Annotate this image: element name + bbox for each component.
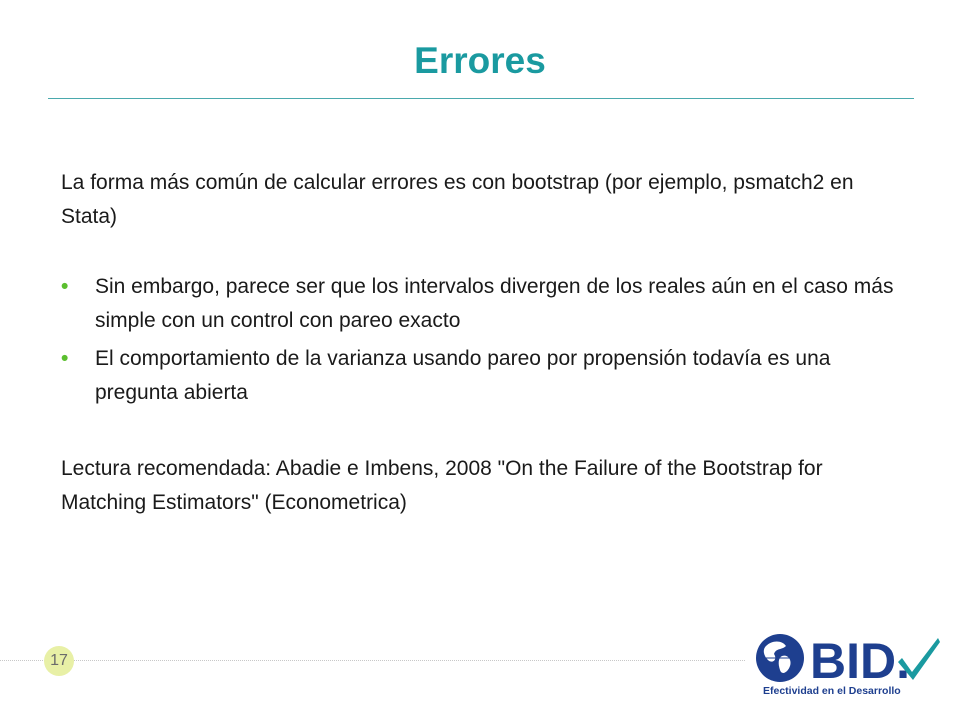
intro-paragraph: La forma más común de calcular errores es con bootstrap (por ejemplo, psmatch2 en Stata): [61, 171, 854, 228]
page-number-badge: 17: [44, 646, 74, 676]
bid-logo: [752, 630, 942, 702]
bullet-icon: •: [61, 347, 69, 370]
bullet-list: [61, 270, 901, 414]
bid-logo-graphic: [752, 630, 942, 686]
footer-divider: [0, 660, 745, 661]
bullet-text: El comportamiento de la varianza usando pareo por propensión todavía es una pregunta abierta: [95, 347, 831, 404]
logo-wordmark: BID.: [810, 633, 910, 686]
globe-icon: [756, 634, 804, 682]
reading-paragraph: Lectura recomendada: Abadie e Imbens, 2008 "On the Failure of the Bootstrap for Matching Estimators" (Econometrica): [61, 457, 823, 514]
bullet-item: [61, 342, 901, 410]
slide-title: Errores: [414, 40, 546, 81]
bullet-icon: •: [61, 275, 69, 298]
bullet-item: [61, 270, 901, 338]
bullet-text: Sin embargo, parece ser que los intervalos divergen de los reales aún en el caso más simple con un control con pareo exacto: [95, 275, 894, 332]
title-divider: [48, 98, 914, 99]
logo-tagline: Efectividad en el Desarrollo: [763, 685, 901, 697]
